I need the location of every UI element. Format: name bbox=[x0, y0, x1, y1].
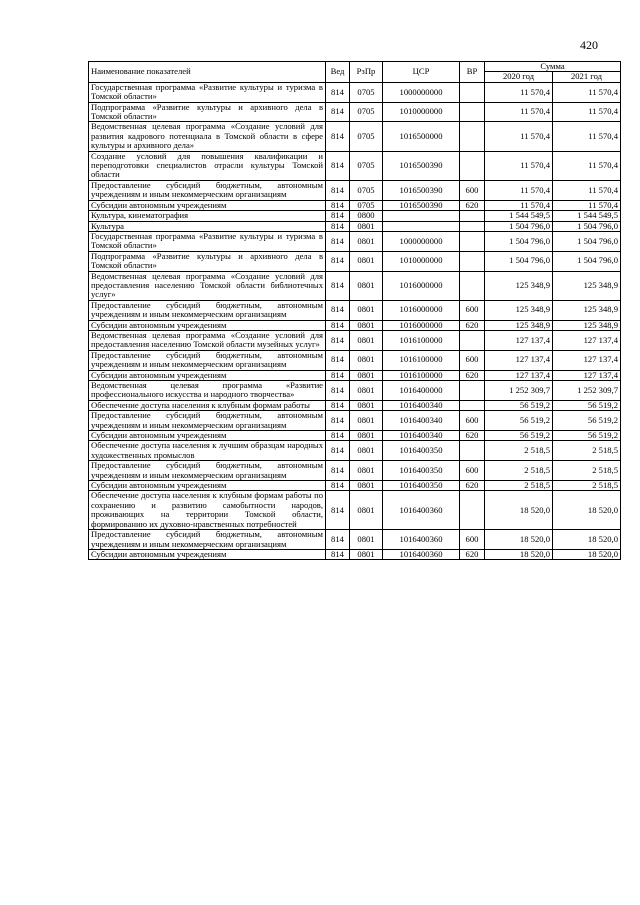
row-rzpr: 0801 bbox=[350, 320, 383, 330]
row-csr: 1016400360 bbox=[383, 549, 460, 559]
row-name: Обеспечение доступа населения к клубным формам работы по сохранению и развитию самобытности народов, проживающих на территории Томской области, формированию их духовно-нравственных потребностей bbox=[89, 491, 326, 530]
row-vr bbox=[460, 330, 485, 350]
row-vr: 600 bbox=[460, 411, 485, 431]
row-sum-2020: 56 519,2 bbox=[485, 431, 553, 441]
row-ved: 814 bbox=[326, 461, 350, 481]
table-row bbox=[89, 481, 621, 491]
row-sum-2021: 1 252 309,7 bbox=[553, 381, 621, 401]
row-sum-2020: 1 504 796,0 bbox=[485, 221, 553, 231]
row-csr: 1016400350 bbox=[383, 481, 460, 491]
row-name: Предоставление субсидий бюджетным, автономным учреждениям и иным некоммерческим организациям bbox=[89, 180, 326, 200]
row-csr: 1016400360 bbox=[383, 491, 460, 530]
row-ved: 814 bbox=[326, 102, 350, 122]
row-ved: 814 bbox=[326, 481, 350, 491]
row-vr: 620 bbox=[460, 481, 485, 491]
table-row bbox=[89, 102, 621, 122]
table-row bbox=[89, 300, 621, 320]
header-rzpr: РзПр bbox=[350, 62, 383, 83]
row-rzpr: 0801 bbox=[350, 530, 383, 550]
table-row bbox=[89, 400, 621, 410]
header-year-2020: 2020 год bbox=[485, 72, 553, 82]
row-name: Культура bbox=[89, 221, 326, 231]
table-row bbox=[89, 122, 621, 151]
page-number: 420 bbox=[580, 38, 598, 52]
budget-table bbox=[88, 61, 621, 560]
row-csr: 1016000000 bbox=[383, 320, 460, 330]
row-name: Предоставление субсидий бюджетным, автономным учреждениям и иным некоммерческим организациям bbox=[89, 461, 326, 481]
row-ved: 814 bbox=[326, 441, 350, 461]
row-sum-2021: 11 570,4 bbox=[553, 151, 621, 180]
table-row bbox=[89, 271, 621, 300]
row-rzpr: 0801 bbox=[350, 381, 383, 401]
row-name: Ведомственная целевая программа «Создание условий для предоставления населению Томской области библиотечных услуг» bbox=[89, 271, 326, 300]
row-ved: 814 bbox=[326, 151, 350, 180]
row-ved: 814 bbox=[326, 211, 350, 221]
row-vr bbox=[460, 381, 485, 401]
row-vr: 620 bbox=[460, 320, 485, 330]
row-csr: 1016100000 bbox=[383, 370, 460, 380]
row-ved: 814 bbox=[326, 251, 350, 271]
table-row bbox=[89, 549, 621, 559]
row-name: Субсидии автономным учреждениям bbox=[89, 200, 326, 210]
row-sum-2020: 18 520,0 bbox=[485, 491, 553, 530]
row-vr bbox=[460, 82, 485, 102]
row-vr bbox=[460, 441, 485, 461]
row-sum-2021: 11 570,4 bbox=[553, 200, 621, 210]
table-row bbox=[89, 200, 621, 210]
row-name: Субсидии автономным учреждениям bbox=[89, 431, 326, 441]
row-csr bbox=[383, 211, 460, 221]
row-sum-2021: 11 570,4 bbox=[553, 122, 621, 151]
row-rzpr: 0800 bbox=[350, 211, 383, 221]
row-ved: 814 bbox=[326, 411, 350, 431]
row-csr: 1016400340 bbox=[383, 431, 460, 441]
row-name: Предоставление субсидий бюджетным, автономным учреждениям и иным некоммерческим организациям bbox=[89, 350, 326, 370]
row-ved: 814 bbox=[326, 221, 350, 231]
row-rzpr: 0801 bbox=[350, 370, 383, 380]
table-body bbox=[89, 82, 621, 560]
row-sum-2020: 125 348,9 bbox=[485, 300, 553, 320]
row-sum-2020: 125 348,9 bbox=[485, 271, 553, 300]
row-csr: 1016500390 bbox=[383, 180, 460, 200]
row-rzpr: 0801 bbox=[350, 481, 383, 491]
row-sum-2021: 56 519,2 bbox=[553, 400, 621, 410]
row-rzpr: 0705 bbox=[350, 200, 383, 210]
row-ved: 814 bbox=[326, 400, 350, 410]
row-ved: 814 bbox=[326, 200, 350, 210]
row-sum-2020: 127 137,4 bbox=[485, 330, 553, 350]
row-sum-2021: 11 570,4 bbox=[553, 180, 621, 200]
row-vr: 600 bbox=[460, 300, 485, 320]
row-sum-2020: 1 544 549,5 bbox=[485, 211, 553, 221]
row-sum-2021: 127 137,4 bbox=[553, 330, 621, 350]
row-rzpr: 0801 bbox=[350, 300, 383, 320]
row-csr: 1016000000 bbox=[383, 300, 460, 320]
row-rzpr: 0801 bbox=[350, 400, 383, 410]
row-ved: 814 bbox=[326, 530, 350, 550]
row-sum-2020: 11 570,4 bbox=[485, 200, 553, 210]
row-name: Государственная программа «Развитие культуры и туризма в Томской области» bbox=[89, 82, 326, 102]
row-sum-2020: 11 570,4 bbox=[485, 151, 553, 180]
row-ved: 814 bbox=[326, 271, 350, 300]
row-sum-2021: 1 544 549,5 bbox=[553, 211, 621, 221]
row-sum-2020: 127 137,4 bbox=[485, 370, 553, 380]
row-vr: 600 bbox=[460, 461, 485, 481]
row-sum-2021: 1 504 796,0 bbox=[553, 251, 621, 271]
row-sum-2020: 2 518,5 bbox=[485, 481, 553, 491]
row-sum-2021: 2 518,5 bbox=[553, 461, 621, 481]
row-sum-2020: 2 518,5 bbox=[485, 441, 553, 461]
row-sum-2021: 56 519,2 bbox=[553, 431, 621, 441]
header-year-2021: 2021 год bbox=[553, 72, 621, 82]
row-rzpr: 0801 bbox=[350, 251, 383, 271]
row-vr bbox=[460, 211, 485, 221]
row-csr: 1016500000 bbox=[383, 122, 460, 151]
row-sum-2020: 127 137,4 bbox=[485, 350, 553, 370]
row-ved: 814 bbox=[326, 82, 350, 102]
row-vr: 620 bbox=[460, 370, 485, 380]
row-csr: 1016100000 bbox=[383, 350, 460, 370]
row-csr: 1016400000 bbox=[383, 381, 460, 401]
row-ved: 814 bbox=[326, 300, 350, 320]
row-csr: 1000000000 bbox=[383, 231, 460, 251]
row-vr bbox=[460, 151, 485, 180]
row-rzpr: 0705 bbox=[350, 102, 383, 122]
row-vr: 620 bbox=[460, 549, 485, 559]
row-name: Обеспечение доступа населения к лучшим образцам народных художественных промыслов bbox=[89, 441, 326, 461]
row-csr: 1016100000 bbox=[383, 330, 460, 350]
row-csr: 1016000000 bbox=[383, 271, 460, 300]
row-name: Государственная программа «Развитие культуры и туризма в Томской области» bbox=[89, 231, 326, 251]
table-row bbox=[89, 320, 621, 330]
row-sum-2021: 127 137,4 bbox=[553, 350, 621, 370]
row-vr: 600 bbox=[460, 180, 485, 200]
table-row bbox=[89, 431, 621, 441]
table-row bbox=[89, 221, 621, 231]
row-rzpr: 0705 bbox=[350, 180, 383, 200]
row-sum-2021: 125 348,9 bbox=[553, 300, 621, 320]
row-rzpr: 0801 bbox=[350, 461, 383, 481]
header-sum: Сумма bbox=[485, 62, 621, 72]
row-csr: 1016400350 bbox=[383, 461, 460, 481]
row-sum-2021: 56 519,2 bbox=[553, 411, 621, 431]
row-rzpr: 0801 bbox=[350, 441, 383, 461]
row-name: Ведомственная целевая программа «Создание условий для предоставления населению Томской области музейных услуг» bbox=[89, 330, 326, 350]
row-sum-2021: 1 504 796,0 bbox=[553, 231, 621, 251]
row-sum-2021: 18 520,0 bbox=[553, 530, 621, 550]
row-rzpr: 0801 bbox=[350, 411, 383, 431]
table-row bbox=[89, 441, 621, 461]
row-name: Создание условий для повышения квалификации и переподготовки специалистов отрасли культуры Томской области bbox=[89, 151, 326, 180]
header-ved: Вед bbox=[326, 62, 350, 83]
row-sum-2021: 11 570,4 bbox=[553, 102, 621, 122]
row-sum-2021: 18 520,0 bbox=[553, 549, 621, 559]
table-row bbox=[89, 151, 621, 180]
row-rzpr: 0705 bbox=[350, 82, 383, 102]
row-rzpr: 0801 bbox=[350, 271, 383, 300]
row-ved: 814 bbox=[326, 381, 350, 401]
row-name: Субсидии автономным учреждениям bbox=[89, 320, 326, 330]
table-row bbox=[89, 381, 621, 401]
row-ved: 814 bbox=[326, 549, 350, 559]
table-row bbox=[89, 461, 621, 481]
row-ved: 814 bbox=[326, 180, 350, 200]
row-rzpr: 0801 bbox=[350, 330, 383, 350]
row-sum-2020: 11 570,4 bbox=[485, 82, 553, 102]
table-row bbox=[89, 350, 621, 370]
row-sum-2020: 1 252 309,7 bbox=[485, 381, 553, 401]
row-csr: 1016400340 bbox=[383, 411, 460, 431]
row-sum-2020: 56 519,2 bbox=[485, 400, 553, 410]
row-csr: 1010000000 bbox=[383, 251, 460, 271]
row-sum-2021: 11 570,4 bbox=[553, 82, 621, 102]
row-csr: 1016400360 bbox=[383, 530, 460, 550]
row-sum-2020: 11 570,4 bbox=[485, 180, 553, 200]
row-sum-2020: 11 570,4 bbox=[485, 122, 553, 151]
row-sum-2020: 1 504 796,0 bbox=[485, 251, 553, 271]
row-vr bbox=[460, 251, 485, 271]
header-vr: ВР bbox=[460, 62, 485, 83]
row-csr: 1016500390 bbox=[383, 151, 460, 180]
row-ved: 814 bbox=[326, 350, 350, 370]
table-row bbox=[89, 82, 621, 102]
row-name: Ведомственная целевая программа «Развитие профессионального искусства и народного творчества» bbox=[89, 381, 326, 401]
row-ved: 814 bbox=[326, 320, 350, 330]
row-vr bbox=[460, 231, 485, 251]
row-vr bbox=[460, 221, 485, 231]
row-rzpr: 0705 bbox=[350, 151, 383, 180]
row-name: Подпрограмма «Развитие культуры и архивного дела в Томской области» bbox=[89, 102, 326, 122]
row-sum-2021: 125 348,9 bbox=[553, 320, 621, 330]
row-sum-2021: 2 518,5 bbox=[553, 441, 621, 461]
row-name: Обеспечение доступа населения к клубным формам работы bbox=[89, 400, 326, 410]
row-sum-2020: 125 348,9 bbox=[485, 320, 553, 330]
row-ved: 814 bbox=[326, 491, 350, 530]
row-name: Субсидии автономным учреждениям bbox=[89, 481, 326, 491]
table-row bbox=[89, 211, 621, 221]
row-ved: 814 bbox=[326, 330, 350, 350]
table-row bbox=[89, 411, 621, 431]
row-name: Субсидии автономным учреждениям bbox=[89, 370, 326, 380]
row-vr bbox=[460, 271, 485, 300]
row-rzpr: 0801 bbox=[350, 231, 383, 251]
row-name: Предоставление субсидий бюджетным, автономным учреждениям и иным некоммерческим организациям bbox=[89, 411, 326, 431]
row-csr: 1016400340 bbox=[383, 400, 460, 410]
table-row bbox=[89, 370, 621, 380]
row-sum-2020: 2 518,5 bbox=[485, 461, 553, 481]
row-rzpr: 0801 bbox=[350, 350, 383, 370]
row-sum-2021: 18 520,0 bbox=[553, 491, 621, 530]
row-sum-2020: 11 570,4 bbox=[485, 102, 553, 122]
row-sum-2020: 18 520,0 bbox=[485, 549, 553, 559]
row-ved: 814 bbox=[326, 122, 350, 151]
row-csr: 1016500390 bbox=[383, 200, 460, 210]
row-rzpr: 0705 bbox=[350, 122, 383, 151]
row-name: Предоставление субсидий бюджетным, автономным учреждениям и иным некоммерческим организациям bbox=[89, 300, 326, 320]
row-name: Субсидии автономным учреждениям bbox=[89, 549, 326, 559]
row-sum-2020: 18 520,0 bbox=[485, 530, 553, 550]
row-ved: 814 bbox=[326, 370, 350, 380]
row-ved: 814 bbox=[326, 431, 350, 441]
row-vr: 600 bbox=[460, 530, 485, 550]
table-row bbox=[89, 330, 621, 350]
row-ved: 814 bbox=[326, 231, 350, 251]
row-vr bbox=[460, 491, 485, 530]
row-sum-2021: 127 137,4 bbox=[553, 370, 621, 380]
row-csr: 1000000000 bbox=[383, 82, 460, 102]
row-vr bbox=[460, 400, 485, 410]
row-rzpr: 0801 bbox=[350, 549, 383, 559]
row-vr: 620 bbox=[460, 431, 485, 441]
table-row bbox=[89, 180, 621, 200]
header-csr: ЦСР bbox=[383, 62, 460, 83]
header-name: Наименование показателей bbox=[89, 62, 326, 83]
table-row bbox=[89, 491, 621, 530]
row-rzpr: 0801 bbox=[350, 431, 383, 441]
row-rzpr: 0801 bbox=[350, 221, 383, 231]
row-csr bbox=[383, 221, 460, 231]
row-vr: 620 bbox=[460, 200, 485, 210]
row-sum-2020: 1 504 796,0 bbox=[485, 231, 553, 251]
row-sum-2021: 125 348,9 bbox=[553, 271, 621, 300]
row-name: Культура, кинематография bbox=[89, 211, 326, 221]
row-name: Предоставление субсидий бюджетным, автономным учреждениям и иным некоммерческим организациям bbox=[89, 530, 326, 550]
row-vr: 600 bbox=[460, 350, 485, 370]
row-csr: 1010000000 bbox=[383, 102, 460, 122]
row-rzpr: 0801 bbox=[350, 491, 383, 530]
row-name: Ведомственная целевая программа «Создание условий для развития кадрового потенциала в Томской области в сфере культуры и архивного дела» bbox=[89, 122, 326, 151]
table-row bbox=[89, 251, 621, 271]
row-sum-2020: 56 519,2 bbox=[485, 411, 553, 431]
row-vr bbox=[460, 102, 485, 122]
row-name: Подпрограмма «Развитие культуры и архивного дела в Томской области» bbox=[89, 251, 326, 271]
row-vr bbox=[460, 122, 485, 151]
row-sum-2021: 1 504 796,0 bbox=[553, 221, 621, 231]
table-row bbox=[89, 231, 621, 251]
row-sum-2021: 2 518,5 bbox=[553, 481, 621, 491]
row-csr: 1016400350 bbox=[383, 441, 460, 461]
table-row bbox=[89, 530, 621, 550]
